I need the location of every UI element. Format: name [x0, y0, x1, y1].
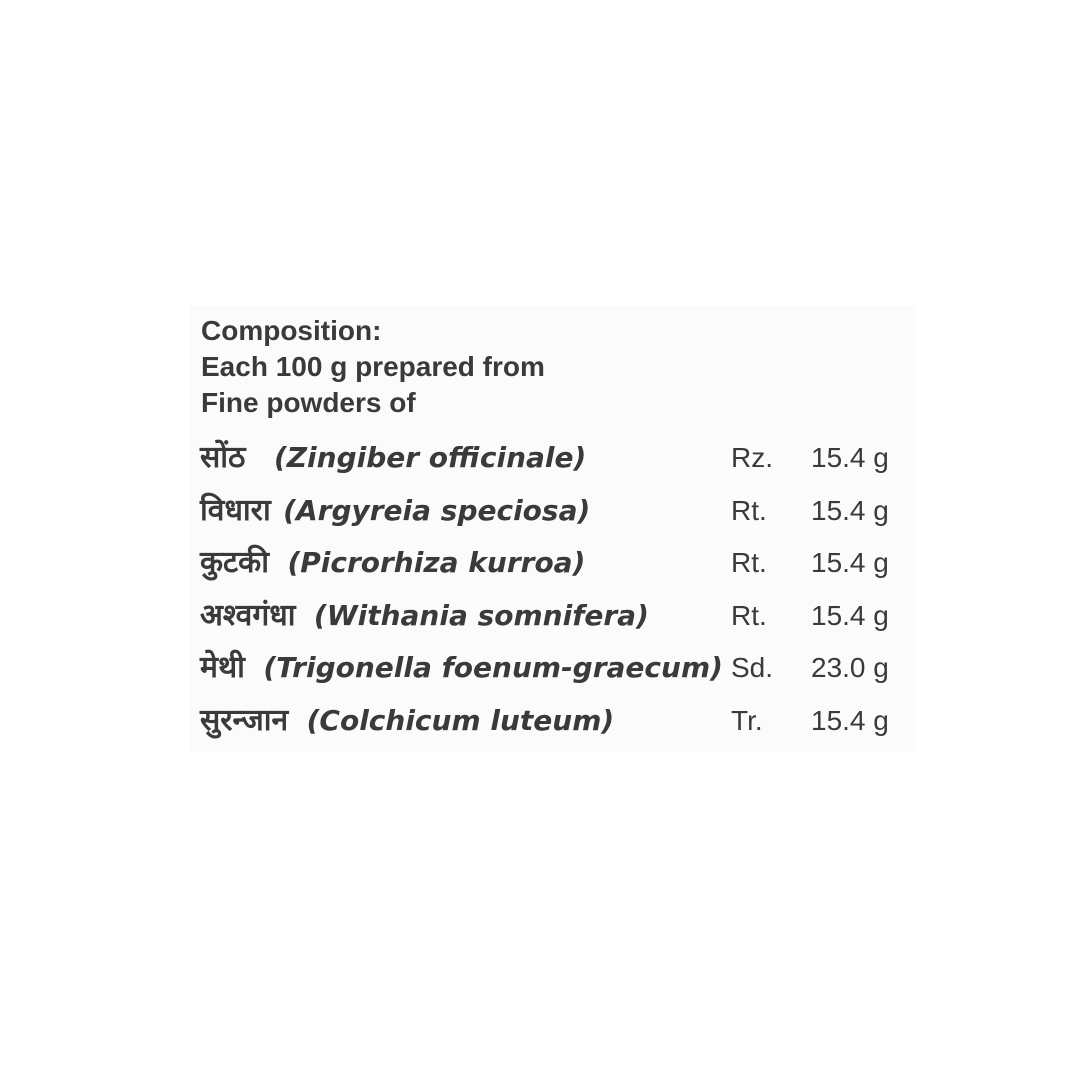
- ingredient-latin-name: (Argyreia speciosa): [283, 493, 591, 527]
- ingredient-quantity: 23.0 g: [811, 652, 889, 684]
- ingredient-quantity: 15.4 g: [811, 599, 889, 631]
- ingredient-part: Rz.: [731, 442, 773, 473]
- ingredient-row: [200, 485, 916, 538]
- ingredient-hindi-name: [200, 642, 723, 694]
- hindi-text: विधारा: [200, 492, 271, 528]
- ingredient-quantity: 15.4 g: [811, 494, 889, 526]
- ingredient-latin-name: (Trigonella foenum-graecum): [263, 651, 723, 685]
- ingredient-latin-name: (Colchicum luteum): [306, 703, 615, 737]
- ingredient-part: Rt.: [731, 494, 767, 526]
- ingredient-hindi-name: [200, 695, 614, 747]
- composition-title: Composition:: [201, 315, 382, 346]
- composition-subtitle: Fine powders of: [201, 387, 416, 418]
- ingredient-row: [200, 537, 916, 590]
- ingredient-part: Rt.: [731, 599, 767, 631]
- hindi-text: कुटकी: [200, 545, 269, 581]
- ingredient-row: [200, 590, 916, 643]
- ingredient-latin-name: (Picrorhiza kurroa): [287, 546, 586, 580]
- ingredient-part: Sd.: [731, 652, 774, 684]
- ingredient-part: Rt.: [731, 547, 767, 579]
- ingredient-latin-name: (Zingiber officinale): [273, 441, 587, 474]
- ingredient-quantity: 15.4 g: [811, 442, 889, 473]
- ingredient-list: [200, 432, 916, 748]
- hindi-text: सुरन्जान: [200, 702, 289, 738]
- ingredient-hindi-name: [200, 485, 590, 537]
- ingredient-hindi-name: [200, 537, 585, 589]
- ingredient-hindi-name: [200, 590, 649, 642]
- ingredient-row: [200, 432, 916, 485]
- composition-header: [201, 313, 545, 421]
- ingredient-quantity: 15.4 g: [811, 547, 889, 579]
- ingredient-latin-name: (Withania somnifera): [313, 598, 649, 632]
- hindi-text: मेथी: [200, 650, 245, 686]
- ingredient-part: Tr.: [731, 704, 763, 736]
- composition-basis: Each 100 g prepared from: [201, 351, 545, 382]
- ingredient-hindi-name: [200, 432, 586, 484]
- ingredient-quantity: 15.4 g: [811, 704, 889, 736]
- hindi-text: अश्वगंधा: [200, 597, 296, 633]
- ingredient-row: [200, 695, 916, 748]
- hindi-text: सोंठ: [200, 440, 246, 475]
- ingredient-row: [200, 642, 916, 695]
